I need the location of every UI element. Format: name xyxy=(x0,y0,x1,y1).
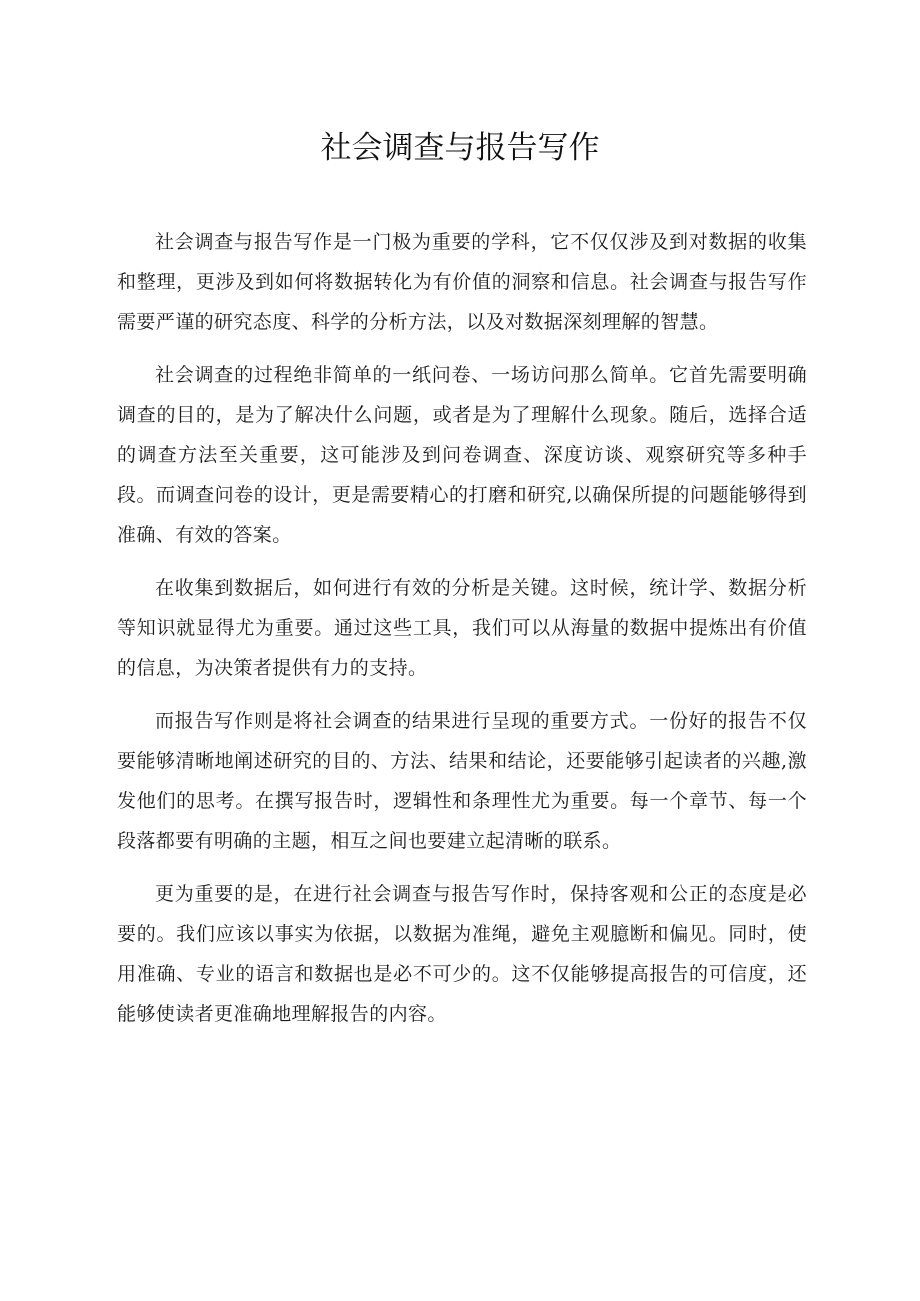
document-body xyxy=(117,222,807,1047)
paragraph-2: 社会调查的过程绝非简单的一纸问卷、一场访问那么简单。它首先需要明确调查的目的，是为了解决什么问题，或者是为了理解什么现象。随后，选择合适的调查方法至关重要，这可能涉及到问卷调查、深度访谈、观察研究等多种手段。而调查问卷的设计，更是需要精心的打磨和研究,以确保所提的问题能够得到准确、有效的答案。 xyxy=(117,364,807,546)
document-title: 社会调查与报告写作 xyxy=(320,130,600,166)
paragraph-5: 更为重要的是，在进行社会调查与报告写作时，保持客观和公正的态度是必要的。我们应该以事实为依据，以数据为准绳，避免主观臆断和偏见。同时，使用准确、专业的语言和数据也是必不可少的。这不仅能够提高报告的可信度，还能够使读者更准确地理解报告的内容。 xyxy=(117,883,807,1025)
paragraph-3: 在收集到数据后，如何进行有效的分析是关键。这时候，统计学、数据分析等知识就显得尤为重要。通过这些工具，我们可以从海量的数据中提炼出有价值的信息，为决策者提供有力的支持。 xyxy=(117,577,807,679)
paragraph-1: 社会调查与报告写作是一门极为重要的学科，它不仅仅涉及到对数据的收集和整理，更涉及到如何将数据转化为有价值的洞察和信息。社会调查与报告写作需要严谨的研究态度、科学的分析方法，以及对数据深刻理解的智慧。 xyxy=(117,231,807,333)
paragraph-4: 而报告写作则是将社会调查的结果进行呈现的重要方式。一份好的报告不仅要能够清晰地阐述研究的目的、方法、结果和结论，还要能够引起读者的兴趣,激发他们的思考。在撰写报告时，逻辑性和条理性尤为重要。每一个章节、每一个段落都要有明确的主题，相互之间也要建立起清晰的联系。 xyxy=(117,710,807,852)
